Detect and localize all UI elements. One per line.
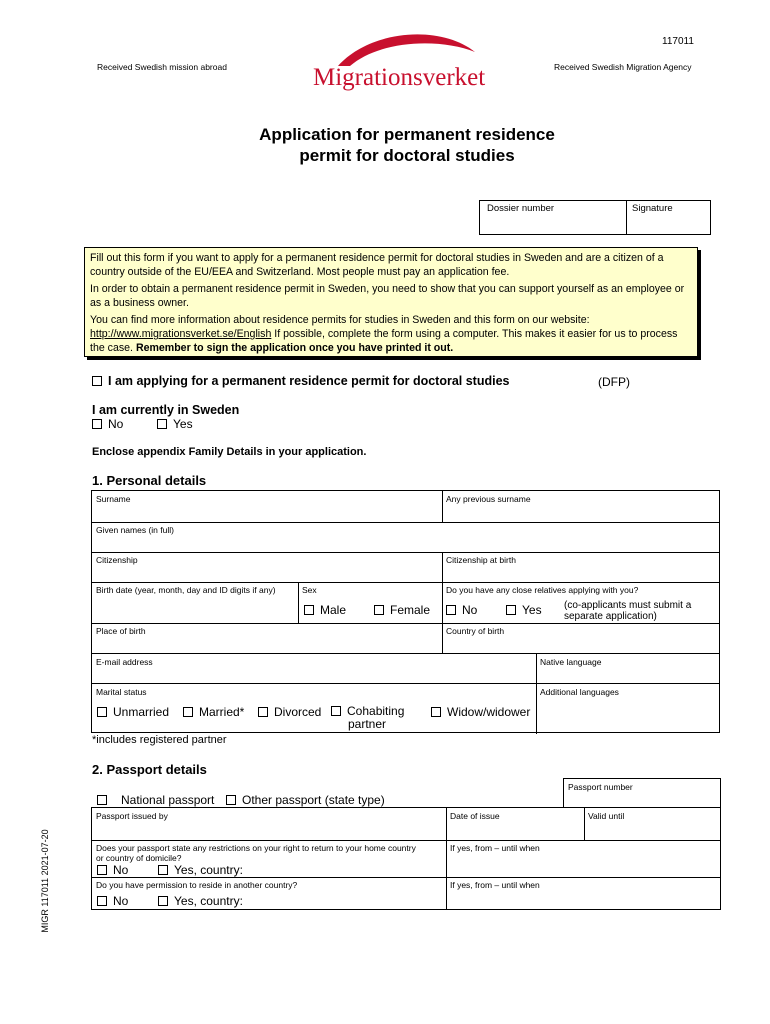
divorced-option[interactable] (258, 705, 321, 719)
unmarried-checkbox[interactable] (97, 707, 107, 717)
form-code-side: MIGR 117011 2021-07-20 (40, 829, 50, 933)
widow-label: Widow/widower (447, 705, 531, 719)
received-agency-label: Received Swedish Migration Agency (554, 62, 692, 72)
restrictions-line-2: or country of domicile? (96, 853, 182, 863)
restrictions-question (96, 843, 416, 863)
sweden-no-label: No (108, 417, 124, 431)
national-passport-option[interactable] (97, 793, 214, 807)
additional-languages-field[interactable]: Additional languages (540, 687, 619, 697)
divorced-checkbox[interactable] (258, 707, 268, 717)
personal-details-table (91, 490, 720, 733)
personal-heading: 1. Personal details (92, 473, 207, 488)
given-names-field[interactable]: Given names (in full) (96, 525, 174, 535)
issued-by-field[interactable]: Passport issued by (96, 811, 168, 821)
info-p3 (90, 313, 692, 355)
country-of-birth-field[interactable]: Country of birth (446, 626, 505, 636)
form-number: 117011 (662, 36, 694, 47)
registered-partner-footnote: *includes registered partner (92, 734, 227, 746)
applying-code: (DFP) (598, 375, 630, 389)
passport-number-box (563, 778, 721, 808)
female-label: Female (390, 603, 431, 617)
dossier-number-field[interactable]: Dossier number (487, 203, 555, 214)
signature-field[interactable]: Signature (632, 203, 673, 214)
permission-question: Do you have permission to reside in another country? (96, 880, 298, 890)
title-line-2: permit for doctoral studies (299, 146, 515, 165)
permission-no-checkbox[interactable] (97, 896, 107, 906)
received-mission-label: Received Swedish mission abroad (97, 62, 227, 72)
applying-checkbox[interactable] (92, 376, 102, 386)
restrictions-no-checkbox[interactable] (97, 865, 107, 875)
passport-table (91, 807, 721, 910)
permission-yes-checkbox[interactable] (158, 896, 168, 906)
restrictions-no-label: No (113, 863, 129, 877)
cohabiting-label-2: partner (348, 717, 387, 731)
applying-label: I am applying for a permanent residence permit for doctoral studies (108, 374, 510, 388)
surname-field[interactable]: Surname (96, 494, 131, 504)
relatives-no-checkbox[interactable] (446, 605, 456, 615)
restrictions-period-field[interactable]: If yes, from – until when (450, 843, 540, 853)
restrictions-no-option[interactable] (97, 863, 128, 877)
widow-option[interactable] (431, 705, 530, 719)
coapplicant-note (564, 600, 691, 622)
other-passport-checkbox[interactable] (226, 795, 236, 805)
title-line-1: Application for permanent residence (259, 125, 555, 144)
applying-checkbox-row[interactable] (92, 374, 509, 388)
logo-text: Migrationsverket (313, 64, 486, 91)
info-p3-bold: Remember to sign the application once you have printed it out. (135, 342, 454, 354)
marital-status-label: Marital status (96, 687, 147, 697)
permission-no-label: No (113, 894, 129, 908)
info-p2: In order to obtain a permanent residence permit in Sweden, you need to show that you can support yourself as an employee or as a business owner. (90, 283, 685, 309)
sweden-no-checkbox[interactable] (92, 419, 102, 429)
sweden-heading: I am currently in Sweden (92, 403, 240, 417)
divorced-label: Divorced (274, 705, 322, 719)
valid-until-field[interactable]: Valid until (588, 811, 625, 821)
cohabiting-checkbox[interactable] (331, 706, 341, 716)
restrictions-yes-label: Yes, country: (174, 863, 243, 877)
married-checkbox[interactable] (183, 707, 193, 717)
national-passport-checkbox[interactable] (97, 795, 107, 805)
logo (310, 28, 500, 98)
restrictions-yes-option[interactable] (158, 863, 243, 877)
sex-label: Sex (302, 585, 317, 595)
relatives-no-option[interactable] (446, 603, 477, 617)
relatives-label: Do you have any close relatives applying with you? (446, 585, 639, 595)
other-passport-label: Other passport (state type) (242, 793, 385, 807)
cohabiting-label: Cohabiting (347, 704, 405, 718)
place-of-birth-field[interactable]: Place of birth (96, 626, 146, 636)
email-field[interactable]: E-mail address (96, 657, 153, 667)
sweden-yes-label: Yes (173, 417, 193, 431)
native-language-field[interactable]: Native language (540, 657, 602, 667)
national-passport-label: National passport (121, 793, 215, 807)
relatives-yes-option[interactable] (506, 603, 542, 617)
permission-no-option[interactable] (97, 894, 128, 908)
dossier-box (479, 200, 711, 235)
previous-surname-field[interactable]: Any previous surname (446, 494, 531, 504)
info-p3-mid: If possible, complete the form using a computer. This makes it easier for us to process the case. (90, 328, 678, 354)
restrictions-line-1: Does your passport state any restrictions on your right to return to your home country (96, 843, 416, 853)
relatives-yes-checkbox[interactable] (506, 605, 516, 615)
unmarried-option[interactable] (97, 705, 169, 719)
citizenship-at-birth-field[interactable]: Citizenship at birth (446, 555, 516, 565)
permission-yes-label: Yes, country: (174, 894, 243, 908)
married-option[interactable] (183, 705, 244, 719)
sweden-yes-checkbox[interactable] (157, 419, 167, 429)
logo-swoosh-icon (310, 28, 500, 68)
restrictions-yes-checkbox[interactable] (158, 865, 168, 875)
info-box (84, 247, 698, 357)
female-checkbox[interactable] (374, 605, 384, 615)
passport-number-field[interactable]: Passport number (568, 782, 633, 792)
sex-male-option[interactable] (304, 603, 346, 617)
coapplicant-note-1: (co-applicants must submit a (564, 600, 692, 611)
info-p3-start: You can find more information about residence permits for studies in Sweden and this form on our website: (90, 314, 590, 326)
sweden-no-option[interactable] (92, 417, 123, 431)
date-of-issue-field[interactable]: Date of issue (450, 811, 500, 821)
page-title (0, 124, 770, 166)
permission-period-field[interactable]: If yes, from – until when (450, 880, 540, 890)
info-p1: Fill out this form if you want to apply for a permanent residence permit for doctoral studies in Sweden and are a citizen of a country outside of the EU/EEA and Switzerland. Most people must pay an application fee. (90, 252, 664, 278)
male-checkbox[interactable] (304, 605, 314, 615)
permission-yes-option[interactable] (158, 894, 243, 908)
other-passport-option[interactable] (226, 793, 385, 807)
relatives-no-label: No (462, 603, 478, 617)
cohabiting-option[interactable] (331, 705, 404, 731)
coapplicant-note-2: separate application) (564, 611, 657, 622)
relatives-yes-label: Yes (522, 603, 542, 617)
birth-date-field[interactable]: Birth date (year, month, day and ID digits if any) (96, 585, 276, 595)
married-label: Married* (199, 705, 245, 719)
sex-female-option[interactable] (374, 603, 430, 617)
enclose-note: Enclose appendix Family Details in your application. (92, 446, 367, 458)
unmarried-label: Unmarried (113, 705, 170, 719)
passport-heading: 2. Passport details (92, 762, 207, 777)
sweden-yes-option[interactable] (157, 417, 193, 431)
website-link[interactable]: http://www.migrationsverket.se/English (90, 328, 272, 340)
citizenship-field[interactable]: Citizenship (96, 555, 138, 565)
male-label: Male (320, 603, 347, 617)
widow-checkbox[interactable] (431, 707, 441, 717)
